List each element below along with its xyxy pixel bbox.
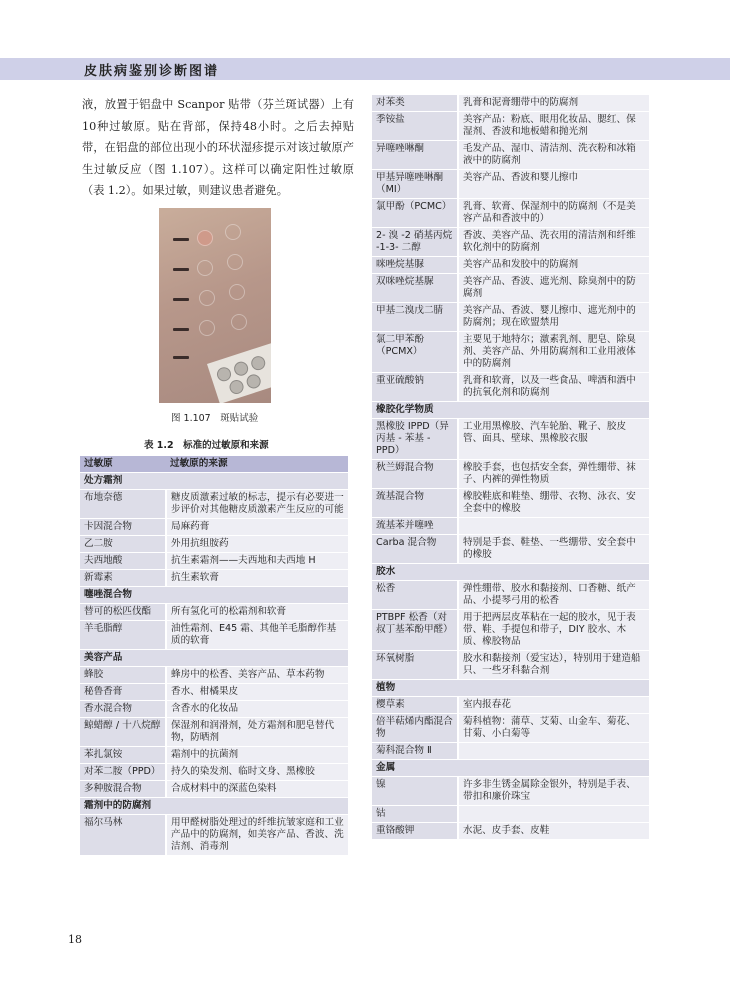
allergen-cell: 乙二胺 bbox=[80, 536, 166, 553]
source-cell: 橡胶手套，也包括安全套，弹性绷带、袜子、内裤的弹性物质 bbox=[458, 460, 649, 489]
source-cell: 抗生素霜剂——夫西地和夫西地 H bbox=[166, 553, 348, 570]
table-row bbox=[80, 667, 348, 684]
table-row bbox=[372, 697, 649, 714]
table-section-row bbox=[372, 402, 649, 419]
section-title: 胶水 bbox=[372, 564, 649, 581]
allergen-cell: 环氧树脂 bbox=[372, 651, 458, 680]
table-row bbox=[372, 489, 649, 518]
patch-site bbox=[229, 284, 245, 300]
allergen-cell: 松香 bbox=[372, 581, 458, 610]
source-cell: 主要见于地特尔；激素乳剂、肥皂、除臭剂、美容产品、外用防腐剂和工业用液体中的防腐剂 bbox=[458, 332, 649, 373]
table-section-row bbox=[80, 798, 348, 815]
section-title: 橡胶化学物质 bbox=[372, 402, 649, 419]
test-chamber bbox=[215, 365, 233, 383]
patch-site bbox=[197, 260, 213, 276]
table-row bbox=[80, 553, 348, 570]
source-cell: 美容产品、香波、遮光剂、除臭剂中的防腐剂 bbox=[458, 274, 649, 303]
table-row bbox=[372, 228, 649, 257]
test-chamber bbox=[232, 360, 250, 378]
source-cell: 毛发产品、湿巾、清洁剂、洗衣粉和冰箱液中的防腐剂 bbox=[458, 141, 649, 170]
source-cell: 油性霜剂、E45 霜、其他羊毛脂醇作基质的软膏 bbox=[166, 621, 348, 650]
table-row bbox=[80, 604, 348, 621]
table-header-row bbox=[80, 456, 348, 473]
table-row bbox=[372, 581, 649, 610]
source-cell: 合成材料中的深蓝色染料 bbox=[166, 781, 348, 798]
table-row bbox=[372, 806, 649, 823]
table-row bbox=[80, 815, 348, 856]
patch-site bbox=[197, 230, 213, 246]
allergen-cell: 咪唑烷基脲 bbox=[372, 257, 458, 274]
allergen-cell: 樱草素 bbox=[372, 697, 458, 714]
table-row bbox=[372, 743, 649, 760]
table-row bbox=[80, 718, 348, 747]
source-cell: 持久的染发剂、临时文身、黑橡胶 bbox=[166, 764, 348, 781]
table-row bbox=[372, 141, 649, 170]
allergen-cell: 鲸蜡醇 / 十八烷醇 bbox=[80, 718, 166, 747]
table-section-row bbox=[372, 564, 649, 581]
section-title: 金属 bbox=[372, 760, 649, 777]
allergen-cell: 倍半萜烯内酯混合物 bbox=[372, 714, 458, 743]
source-cell: 用甲醛树脂处理过的纤维抗皱家庭和工业产品中的防腐剂，如美容产品、香波、洗洁剂、消毒剂 bbox=[166, 815, 348, 856]
source-cell: 含香水的化妆品 bbox=[166, 701, 348, 718]
page-number: 18 bbox=[68, 933, 82, 946]
source-cell: 菊科植物：蒲草、艾菊、山金车、菊花、甘菊、小白菊等 bbox=[458, 714, 649, 743]
allergen-cell: 对苯二胺（PPD） bbox=[80, 764, 166, 781]
allergen-cell: 钴 bbox=[372, 806, 458, 823]
source-cell: 外用抗组胺药 bbox=[166, 536, 348, 553]
section-title: 噻唑混合物 bbox=[80, 587, 348, 604]
skin-marker bbox=[173, 328, 189, 331]
book-title: 皮肤病鉴别诊断图谱 bbox=[84, 64, 220, 79]
source-cell: 特别是手套、鞋垫、一些绷带、安全套中的橡胶 bbox=[458, 535, 649, 564]
patch-site bbox=[227, 254, 243, 270]
allergen-cell: 甲基二溴戊二腈 bbox=[372, 303, 458, 332]
allergen-cell: 替可的松匹伐酯 bbox=[80, 604, 166, 621]
allergen-cell: 布地奈德 bbox=[80, 490, 166, 519]
allergen-cell: 甲基异噻唑啉酮（MI） bbox=[372, 170, 458, 199]
source-cell bbox=[458, 743, 649, 760]
table-row bbox=[372, 535, 649, 564]
allergen-cell: 2- 溴 -2 硝基丙烷 -1-3- 二醇 bbox=[372, 228, 458, 257]
source-cell: 香水、柑橘果皮 bbox=[166, 684, 348, 701]
table-row bbox=[372, 303, 649, 332]
source-cell: 美容产品和发胶中的防腐剂 bbox=[458, 257, 649, 274]
source-cell bbox=[458, 518, 649, 535]
patch-site bbox=[199, 320, 215, 336]
allergen-cell: 氯二甲苯酚（PCMX） bbox=[372, 332, 458, 373]
table-section-row bbox=[80, 650, 348, 667]
patch-site bbox=[231, 314, 247, 330]
source-cell: 工业用黑橡胶、汽车轮胎、靴子、胶皮管、面具、壁球、黑橡胶衣服 bbox=[458, 419, 649, 460]
test-chamber-strip bbox=[207, 342, 271, 403]
allergen-cell: 巯基苯并噻唑 bbox=[372, 518, 458, 535]
table-row bbox=[80, 781, 348, 798]
table-row bbox=[372, 518, 649, 535]
table-row bbox=[80, 747, 348, 764]
table-row bbox=[80, 684, 348, 701]
skin-marker bbox=[173, 238, 189, 241]
allergen-cell: 镍 bbox=[372, 777, 458, 806]
header-source: 过敏原的来源 bbox=[166, 456, 348, 473]
allergen-table-left bbox=[80, 456, 348, 856]
allergen-cell: 黑橡胶 IPPD（异丙基 - 苯基 -PPD） bbox=[372, 419, 458, 460]
skin-marker bbox=[173, 298, 189, 301]
table-row bbox=[80, 570, 348, 587]
table-section-row bbox=[80, 587, 348, 604]
table-row bbox=[80, 490, 348, 519]
header-allergen: 过敏原 bbox=[80, 456, 166, 473]
allergen-cell: 菊科混合物 Ⅱ bbox=[372, 743, 458, 760]
skin-marker bbox=[173, 268, 189, 271]
patch-site bbox=[225, 224, 241, 240]
figure-caption: 图 1.107 斑贴试验 bbox=[171, 413, 259, 424]
source-cell: 水泥、皮手套、皮鞋 bbox=[458, 823, 649, 840]
source-cell: 乳膏和泥膏绷带中的防腐剂 bbox=[458, 95, 649, 112]
allergen-cell: 多种胺混合物 bbox=[80, 781, 166, 798]
table-row bbox=[80, 621, 348, 650]
allergen-cell: 巯基混合物 bbox=[372, 489, 458, 518]
source-cell: 霜剂中的抗菌剂 bbox=[166, 747, 348, 764]
allergen-cell: 异噻唑啉酮 bbox=[372, 141, 458, 170]
table-row bbox=[372, 332, 649, 373]
body-paragraph: 液，放置于铝盘中 Scanpor 贴带（芬兰斑试器）上有10种过敏原。贴在背部，保持48小时。之后去掉贴带，在铝盘的部位出现小的环状湿疹提示对该过敏原产生过敏反应（图 1.107）。这样可以确定阳性过敏原（表 1.2）。如果过敏，则建议患者避免。 bbox=[82, 98, 354, 197]
allergen-cell: 新霉素 bbox=[80, 570, 166, 587]
table-row bbox=[372, 112, 649, 141]
allergen-cell: 氯甲酚（PCMC） bbox=[372, 199, 458, 228]
source-cell: 香波、美容产品、洗衣用的清洁剂和纤维软化剂中的防腐剂 bbox=[458, 228, 649, 257]
table-row bbox=[372, 777, 649, 806]
source-cell: 抗生素软膏 bbox=[166, 570, 348, 587]
table-caption: 表 1.2 标准的过敏原和来源 bbox=[144, 440, 269, 451]
table-row bbox=[372, 610, 649, 651]
section-title: 霜剂中的防腐剂 bbox=[80, 798, 348, 815]
running-header bbox=[0, 58, 730, 80]
source-cell: 蜂房中的松香、美容产品、草本药物 bbox=[166, 667, 348, 684]
source-cell: 美容产品、香波和婴儿擦巾 bbox=[458, 170, 649, 199]
table-row bbox=[372, 714, 649, 743]
source-cell: 用于把两层皮革粘在一起的胶水，见于表带、鞋、手提包和带子，DIY 胶水、木质、橡胶物品 bbox=[458, 610, 649, 651]
table-row bbox=[80, 536, 348, 553]
allergen-cell: 羊毛脂醇 bbox=[80, 621, 166, 650]
allergen-cell: 香水混合物 bbox=[80, 701, 166, 718]
source-cell: 弹性绷带、胶水和黏接剂、口香糖、纸产品、小提琴弓用的松香 bbox=[458, 581, 649, 610]
source-cell: 乳膏、软膏、保湿剂中的防腐剂（不是美容产品和香波中的） bbox=[458, 199, 649, 228]
test-chamber bbox=[228, 378, 246, 396]
source-cell: 所有氢化可的松霜剂和软膏 bbox=[166, 604, 348, 621]
allergen-cell: 重铬酸钾 bbox=[372, 823, 458, 840]
table-row bbox=[80, 764, 348, 781]
test-chamber bbox=[249, 354, 267, 372]
table-section-row bbox=[80, 473, 348, 490]
patch-site bbox=[199, 290, 215, 306]
table-row bbox=[372, 199, 649, 228]
allergen-cell: 重亚硫酸钠 bbox=[372, 373, 458, 402]
allergen-table-right bbox=[372, 95, 649, 840]
table-row bbox=[372, 460, 649, 489]
source-cell: 糖皮质激素过敏的标志，提示有必要进一步评价对其他糖皮质激素产生反应的可能 bbox=[166, 490, 348, 519]
section-title: 植物 bbox=[372, 680, 649, 697]
source-cell: 美容产品：粉底、眼用化妆品、腮红、保湿剂、香波和地板蜡和抛光剂 bbox=[458, 112, 649, 141]
table-row bbox=[372, 373, 649, 402]
patch-test-photo bbox=[159, 208, 271, 403]
skin-marker bbox=[173, 356, 189, 359]
source-cell: 许多非生锈金属除金银外，特别是手表、带扣和廉价珠宝 bbox=[458, 777, 649, 806]
test-chamber bbox=[245, 373, 263, 391]
source-cell: 美容产品、香波、婴儿擦巾、遮光剂中的防腐剂；现在欧盟禁用 bbox=[458, 303, 649, 332]
table-row bbox=[80, 701, 348, 718]
source-cell bbox=[458, 806, 649, 823]
allergen-cell: 蜂胶 bbox=[80, 667, 166, 684]
table-row bbox=[80, 519, 348, 536]
source-cell: 橡胶鞋底和鞋垫、绷带、衣物、泳衣、安全套中的橡胶 bbox=[458, 489, 649, 518]
table-row bbox=[372, 419, 649, 460]
table-row bbox=[372, 95, 649, 112]
table-section-row bbox=[372, 680, 649, 697]
allergen-cell: 季铵盐 bbox=[372, 112, 458, 141]
table-row bbox=[372, 823, 649, 840]
allergen-cell: 卡因混合物 bbox=[80, 519, 166, 536]
source-cell: 室内报春花 bbox=[458, 697, 649, 714]
source-cell: 保湿剂和润滑剂，处方霜剂和肥皂替代物，防晒剂 bbox=[166, 718, 348, 747]
section-title: 美容产品 bbox=[80, 650, 348, 667]
allergen-cell: 苯扎氯铵 bbox=[80, 747, 166, 764]
allergen-cell: 秋兰姆混合物 bbox=[372, 460, 458, 489]
allergen-cell: 对苯类 bbox=[372, 95, 458, 112]
allergen-cell: 福尔马林 bbox=[80, 815, 166, 856]
allergen-cell: 双咪唑烷基脲 bbox=[372, 274, 458, 303]
allergen-cell: PTBPF 松香（对叔丁基苯酚甲醛） bbox=[372, 610, 458, 651]
table-row bbox=[372, 257, 649, 274]
table-row bbox=[372, 651, 649, 680]
source-cell: 胶水和黏接剂（爱宝达），特别用于建造船只、一些牙科黏合剂 bbox=[458, 651, 649, 680]
table-row bbox=[372, 274, 649, 303]
table-row bbox=[372, 170, 649, 199]
allergen-cell: Carba 混合物 bbox=[372, 535, 458, 564]
allergen-cell: 秘鲁香膏 bbox=[80, 684, 166, 701]
allergen-cell: 夫西地酸 bbox=[80, 553, 166, 570]
source-cell: 乳膏和软膏，以及一些食品、啤酒和酒中的抗氧化剂和防腐剂 bbox=[458, 373, 649, 402]
table-section-row bbox=[372, 760, 649, 777]
section-title: 处方霜剂 bbox=[80, 473, 348, 490]
source-cell: 局麻药膏 bbox=[166, 519, 348, 536]
